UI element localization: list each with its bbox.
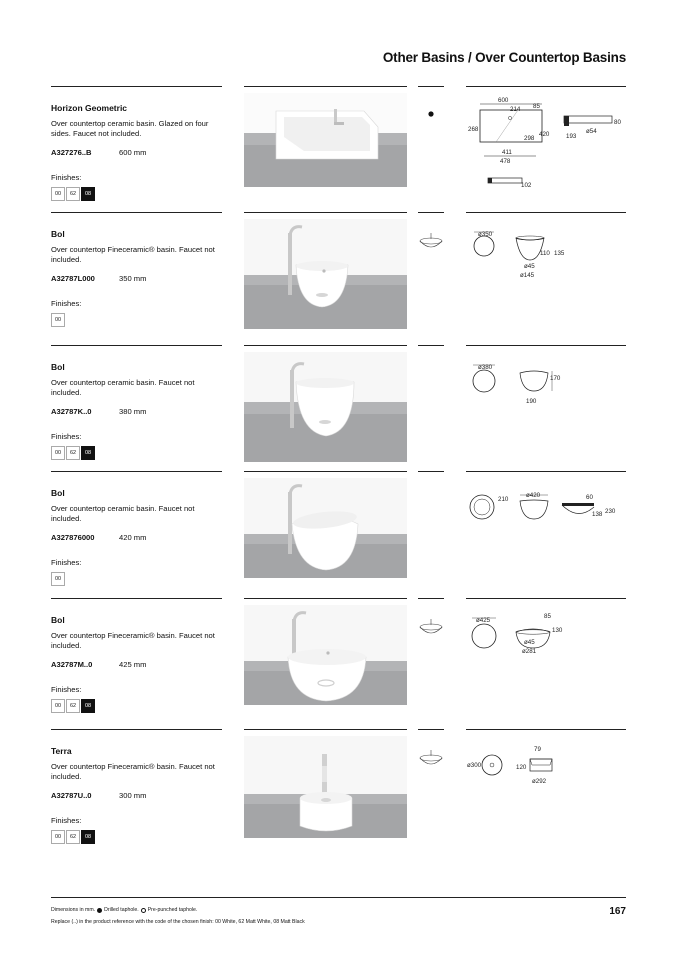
finish-swatch-matt-white: 62 bbox=[66, 187, 80, 201]
divider bbox=[466, 471, 626, 472]
dimension-label: ø292 bbox=[532, 778, 547, 785]
product-photo bbox=[244, 478, 407, 588]
product-name: Bol bbox=[51, 229, 65, 239]
footer-finish-note: Replace (..) in the product reference with the code of the chosen finish: 00 White, 62 Matt White, 08 Matt Black bbox=[51, 919, 305, 925]
finish-swatches bbox=[51, 313, 226, 327]
dimension-label: ø45 bbox=[524, 263, 535, 270]
divider bbox=[466, 729, 626, 730]
footer-prepunched-note: Pre-punched taphole. bbox=[147, 907, 198, 913]
finish-swatch-white: 00 bbox=[51, 187, 65, 201]
product-reference: A32787U..0 bbox=[51, 790, 92, 800]
finish-swatch-white: 00 bbox=[51, 313, 65, 327]
reference-line bbox=[51, 791, 226, 800]
product-reference: A327876000 bbox=[51, 532, 95, 542]
finish-swatch-white: 00 bbox=[51, 830, 65, 844]
divider bbox=[51, 598, 222, 599]
product-photo bbox=[244, 93, 407, 203]
reference-line bbox=[51, 274, 226, 283]
footer-divider bbox=[51, 897, 626, 898]
divider bbox=[418, 598, 444, 599]
finish-swatches bbox=[51, 187, 226, 201]
dimension-label: 190 bbox=[526, 398, 537, 405]
finishes-label: Finishes: bbox=[51, 431, 82, 441]
product-info bbox=[51, 229, 226, 327]
product-bol-420 bbox=[0, 471, 677, 601]
dimension-label: 135 bbox=[554, 250, 565, 257]
pre-punched-taphole-icon bbox=[418, 227, 444, 253]
divider bbox=[418, 86, 444, 87]
dimension-label: ø350 bbox=[478, 231, 493, 238]
page-title: Other Basins / Over Countertop Basins bbox=[382, 50, 626, 65]
finish-swatch-matt-white: 62 bbox=[66, 830, 80, 844]
finish-swatch-matt-black: 08 bbox=[81, 446, 95, 460]
dimension-label: 420 bbox=[539, 131, 550, 138]
product-description: Over countertop Fineceramic® basin. Faucet not included. bbox=[51, 631, 215, 651]
dimension-label: 298 bbox=[524, 135, 535, 142]
dimension-label: 170 bbox=[550, 375, 561, 382]
finishes-label: Finishes: bbox=[51, 172, 82, 182]
finish-swatches bbox=[51, 699, 226, 713]
dimension-label: 478 bbox=[500, 158, 511, 165]
finishes-label: Finishes: bbox=[51, 557, 82, 567]
finish-swatch-matt-white: 62 bbox=[66, 699, 80, 713]
dimension-label: 79 bbox=[534, 746, 541, 753]
divider bbox=[51, 212, 222, 213]
divider bbox=[418, 212, 444, 213]
dimension-label: 138 bbox=[592, 511, 603, 518]
dimension-label: ø281 bbox=[522, 648, 537, 655]
finish-swatches bbox=[51, 572, 226, 586]
dimension-label: ø145 bbox=[520, 272, 535, 279]
divider bbox=[51, 86, 222, 87]
divider bbox=[466, 212, 626, 213]
footer-drilled-note: Drilled taphole. bbox=[104, 907, 139, 913]
dimension-label: 230 bbox=[605, 508, 616, 515]
drilled-taphole-icon bbox=[418, 101, 444, 127]
divider bbox=[51, 471, 222, 472]
pre-punched-taphole-icon bbox=[141, 908, 146, 913]
product-size: 600 mm bbox=[119, 147, 147, 157]
technical-drawing bbox=[466, 608, 628, 708]
product-photo bbox=[244, 352, 407, 462]
product-reference: A32787K..0 bbox=[51, 406, 92, 416]
divider bbox=[418, 471, 444, 472]
reference-line bbox=[51, 660, 226, 669]
page-number: 167 bbox=[609, 906, 626, 917]
divider bbox=[244, 471, 407, 472]
product-photo bbox=[244, 736, 407, 846]
finish-swatch-matt-black: 08 bbox=[81, 187, 95, 201]
product-bol-380 bbox=[0, 345, 677, 475]
dimension-label: 130 bbox=[552, 627, 563, 634]
pre-punched-taphole-icon bbox=[418, 613, 444, 639]
dimension-label: 60 bbox=[586, 494, 593, 501]
finish-swatches bbox=[51, 446, 226, 460]
reference-line bbox=[51, 148, 226, 157]
finish-swatch-white: 00 bbox=[51, 446, 65, 460]
product-size: 420 mm bbox=[119, 532, 147, 542]
product-name: Terra bbox=[51, 746, 72, 756]
dimension-label: 268 bbox=[468, 126, 479, 133]
finish-swatch-white: 00 bbox=[51, 572, 65, 586]
product-info bbox=[51, 103, 226, 201]
product-info bbox=[51, 362, 226, 460]
product-name: Bol bbox=[51, 615, 65, 625]
finish-swatch-white: 00 bbox=[51, 699, 65, 713]
technical-drawing bbox=[466, 222, 628, 322]
dimension-label: 80 bbox=[614, 119, 621, 126]
technical-drawing bbox=[466, 355, 628, 455]
dimension-label: 85 bbox=[544, 613, 551, 620]
divider bbox=[51, 345, 222, 346]
divider bbox=[51, 729, 222, 730]
divider bbox=[244, 598, 407, 599]
finishes-label: Finishes: bbox=[51, 684, 82, 694]
product-photo bbox=[244, 605, 407, 715]
product-photo bbox=[244, 219, 407, 329]
dimension-label: ø420 bbox=[526, 492, 541, 499]
product-terra bbox=[0, 729, 677, 859]
product-name: Horizon Geometric bbox=[51, 103, 128, 113]
footer-dimensions-note: Dimensions in mm. bbox=[51, 907, 96, 913]
divider bbox=[244, 212, 407, 213]
product-info bbox=[51, 746, 226, 844]
dimension-label: 210 bbox=[498, 496, 509, 503]
finish-swatches bbox=[51, 830, 226, 844]
product-size: 350 mm bbox=[119, 273, 147, 283]
product-info bbox=[51, 488, 226, 586]
finish-swatch-matt-black: 08 bbox=[81, 699, 95, 713]
technical-drawing bbox=[466, 96, 628, 196]
product-description: Over countertop ceramic basin. Faucet not included. bbox=[51, 504, 195, 524]
dimension-label: 411 bbox=[502, 149, 512, 156]
divider bbox=[466, 598, 626, 599]
product-horizon-geometric bbox=[0, 86, 677, 216]
finish-swatch-matt-black: 08 bbox=[81, 830, 95, 844]
product-size: 300 mm bbox=[119, 790, 147, 800]
dimension-label: 214 bbox=[510, 106, 521, 113]
dimension-label: 120 bbox=[516, 764, 527, 771]
finishes-label: Finishes: bbox=[51, 815, 82, 825]
product-reference: A32787L000 bbox=[51, 273, 95, 283]
technical-drawing bbox=[466, 739, 628, 839]
dimension-label: ø54 bbox=[586, 128, 597, 135]
product-name: Bol bbox=[51, 362, 65, 372]
pre-punched-taphole-icon bbox=[418, 744, 444, 770]
product-description: Over countertop ceramic basin. Faucet not included. bbox=[51, 378, 195, 398]
dimension-label: ø300 bbox=[467, 762, 482, 769]
product-reference: A32787M..0 bbox=[51, 659, 93, 669]
product-info bbox=[51, 615, 226, 713]
divider bbox=[466, 86, 626, 87]
dimension-label: 102 bbox=[521, 182, 532, 189]
product-name: Bol bbox=[51, 488, 65, 498]
dimension-label: 600 bbox=[498, 97, 509, 104]
reference-line bbox=[51, 533, 226, 542]
product-description: Over countertop Fineceramic® basin. Faucet not included. bbox=[51, 762, 215, 782]
technical-drawing bbox=[466, 481, 628, 581]
divider bbox=[418, 729, 444, 730]
divider bbox=[418, 345, 444, 346]
product-description: Over countertop Fineceramic® basin. Faucet not included. bbox=[51, 245, 215, 265]
product-bol-425 bbox=[0, 598, 677, 728]
dimension-label: ø425 bbox=[476, 617, 491, 624]
dimension-label: ø45 bbox=[524, 639, 535, 646]
finishes-label: Finishes: bbox=[51, 298, 82, 308]
divider bbox=[244, 345, 407, 346]
reference-line bbox=[51, 407, 226, 416]
dimension-label: 85 bbox=[533, 103, 540, 110]
product-reference: A327276..B bbox=[51, 147, 92, 157]
product-size: 425 mm bbox=[119, 659, 147, 669]
dimension-label: ø380 bbox=[478, 364, 493, 371]
footer-legend bbox=[51, 907, 197, 913]
dimension-label: 110 bbox=[540, 250, 550, 257]
product-description: Over countertop ceramic basin. Glazed on four sides. Faucet not included. bbox=[51, 119, 209, 139]
product-bol-350 bbox=[0, 212, 677, 342]
finish-swatch-matt-white: 62 bbox=[66, 446, 80, 460]
divider bbox=[244, 86, 407, 87]
product-size: 380 mm bbox=[119, 406, 147, 416]
dimension-label: 193 bbox=[566, 133, 577, 140]
divider bbox=[466, 345, 626, 346]
drilled-taphole-icon bbox=[97, 908, 102, 913]
divider bbox=[244, 729, 407, 730]
